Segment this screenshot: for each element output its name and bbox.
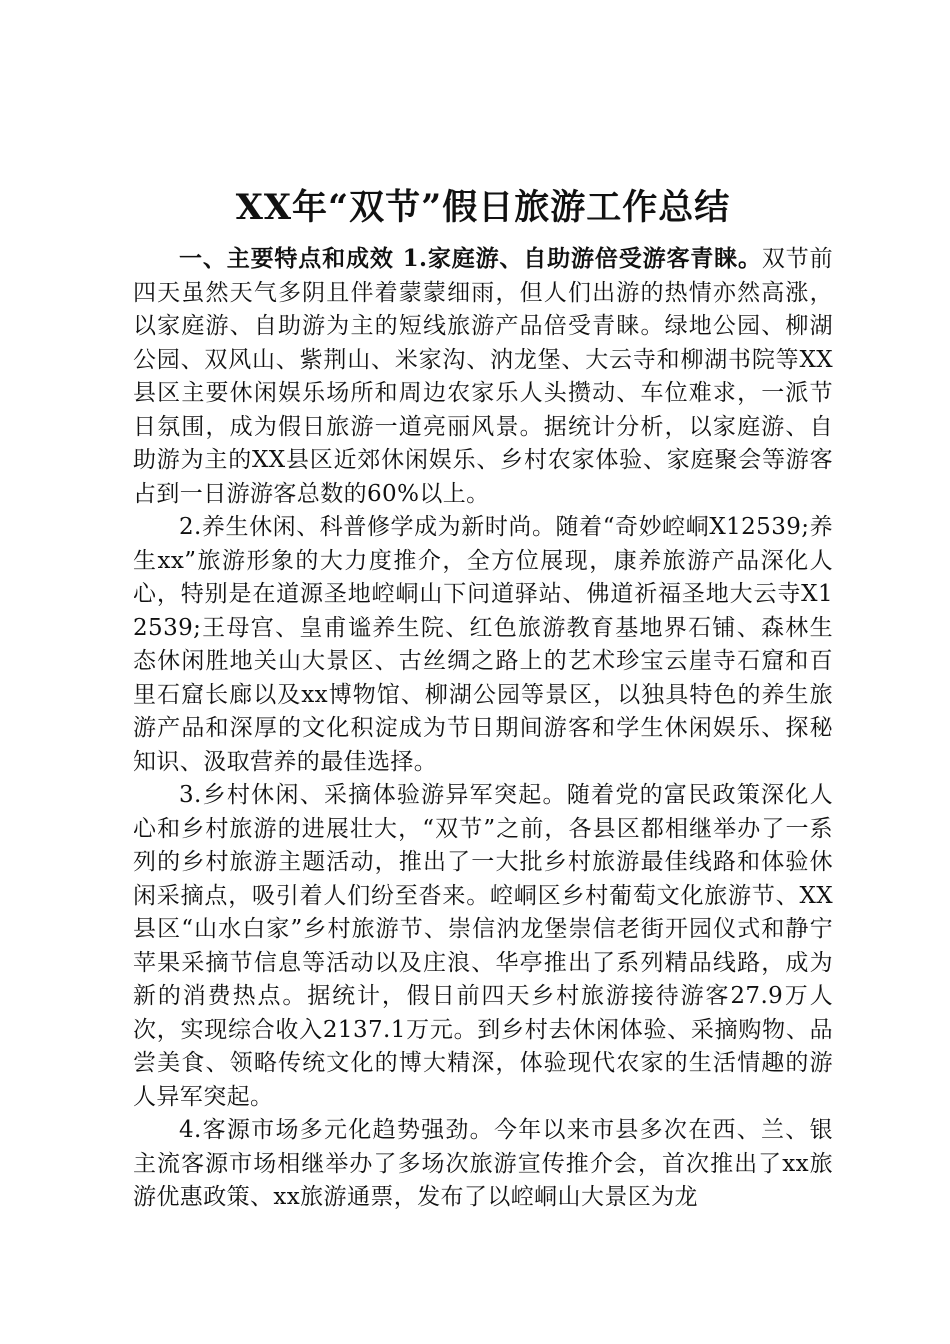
paragraph-2 xyxy=(133,511,833,779)
document-title: XX年“双节”假日旅游工作总结 xyxy=(235,187,731,228)
paragraph-1 xyxy=(133,242,833,511)
paragraph-3 xyxy=(133,779,833,1114)
section-heading: 一、主要特点和成效 1.家庭游、自助游倍受游客青睐。 xyxy=(179,245,762,272)
paragraph-text: 双节前四天虽然天气多阴且伴着蒙蒙细雨，但人们出游的热情亦然高涨，以家庭游、自助游为主的短线旅游产品倍受青睐。绿地公园、柳湖公园、双风山、紫荆山、米家沟、汭龙堡、大云寺和柳湖书院等XX县区主要休闲娱乐场所和周边农家乐人头攒动、车位难求，一派节日氛围，成为假日旅游一道亮丽风景。据统计分析，以家庭游、自助游为主的XX县区近郊休闲娱乐、乡村农家体验、家庭聚会等游客占到一日游游客总数的60%以上。 xyxy=(133,246,834,507)
paragraph-text: 2.养生休闲、科普修学成为新时尚。随着“奇妙崆峒X12539;养生xx”旅游形象的大力度推介，全方位展现，康养旅游产品深化人心，特别是在道源圣地崆峒山下问道驿站、佛道祈福圣地大云寺X12539;王母宫、皇甫谧养生院、红色旅游教育基地界石铺、森林生态休闲胜地关山大景区、古丝绸之路上的艺术珍宝云崖寺石窟和百里石窟长廊以及xx博物馆、柳湖公园等景区，以独具特色的养生旅游产品和深厚的文化积淀成为节日期间游客和学生休闲娱乐、探秘知识、汲取营养的最佳选择。 xyxy=(133,514,833,775)
paragraph-text: 4.客源市场多元化趋势强劲。今年以来市县多次在西、兰、银主流客源市场相继举办了多场次旅游宣传推介会，首次推出了xx旅游优惠政策、xx旅游通票，发布了以崆峒山大景区为龙 xyxy=(133,1117,833,1210)
paragraph-4 xyxy=(133,1114,833,1215)
paragraph-text: 3.乡村休闲、采摘体验游异军突起。随着党的富民政策深化人心和乡村旅游的进展壮大，“双节”之前，各县区都相继举办了一系列的乡村旅游主题活动，推出了一大批乡村旅游最佳线路和体验休闲采摘点，吸引着人们纷至沓来。崆峒区乡村葡萄文化旅游节、XX县区“山水白家”乡村旅游节、崇信汭龙堡崇信老街开园仪式和静宁苹果采摘节信息等活动以及庄浪、华亭推出了系列精品线路，成为新的消费热点。据统计，假日前四天乡村旅游接待游客27.9万人次，实现综合收入2137.1万元。到乡村去休闲体验、采摘购物、品尝美食、领略传统文化的博大精深，体验现代农家的生活情趣的游人异军突起。 xyxy=(133,782,833,1110)
